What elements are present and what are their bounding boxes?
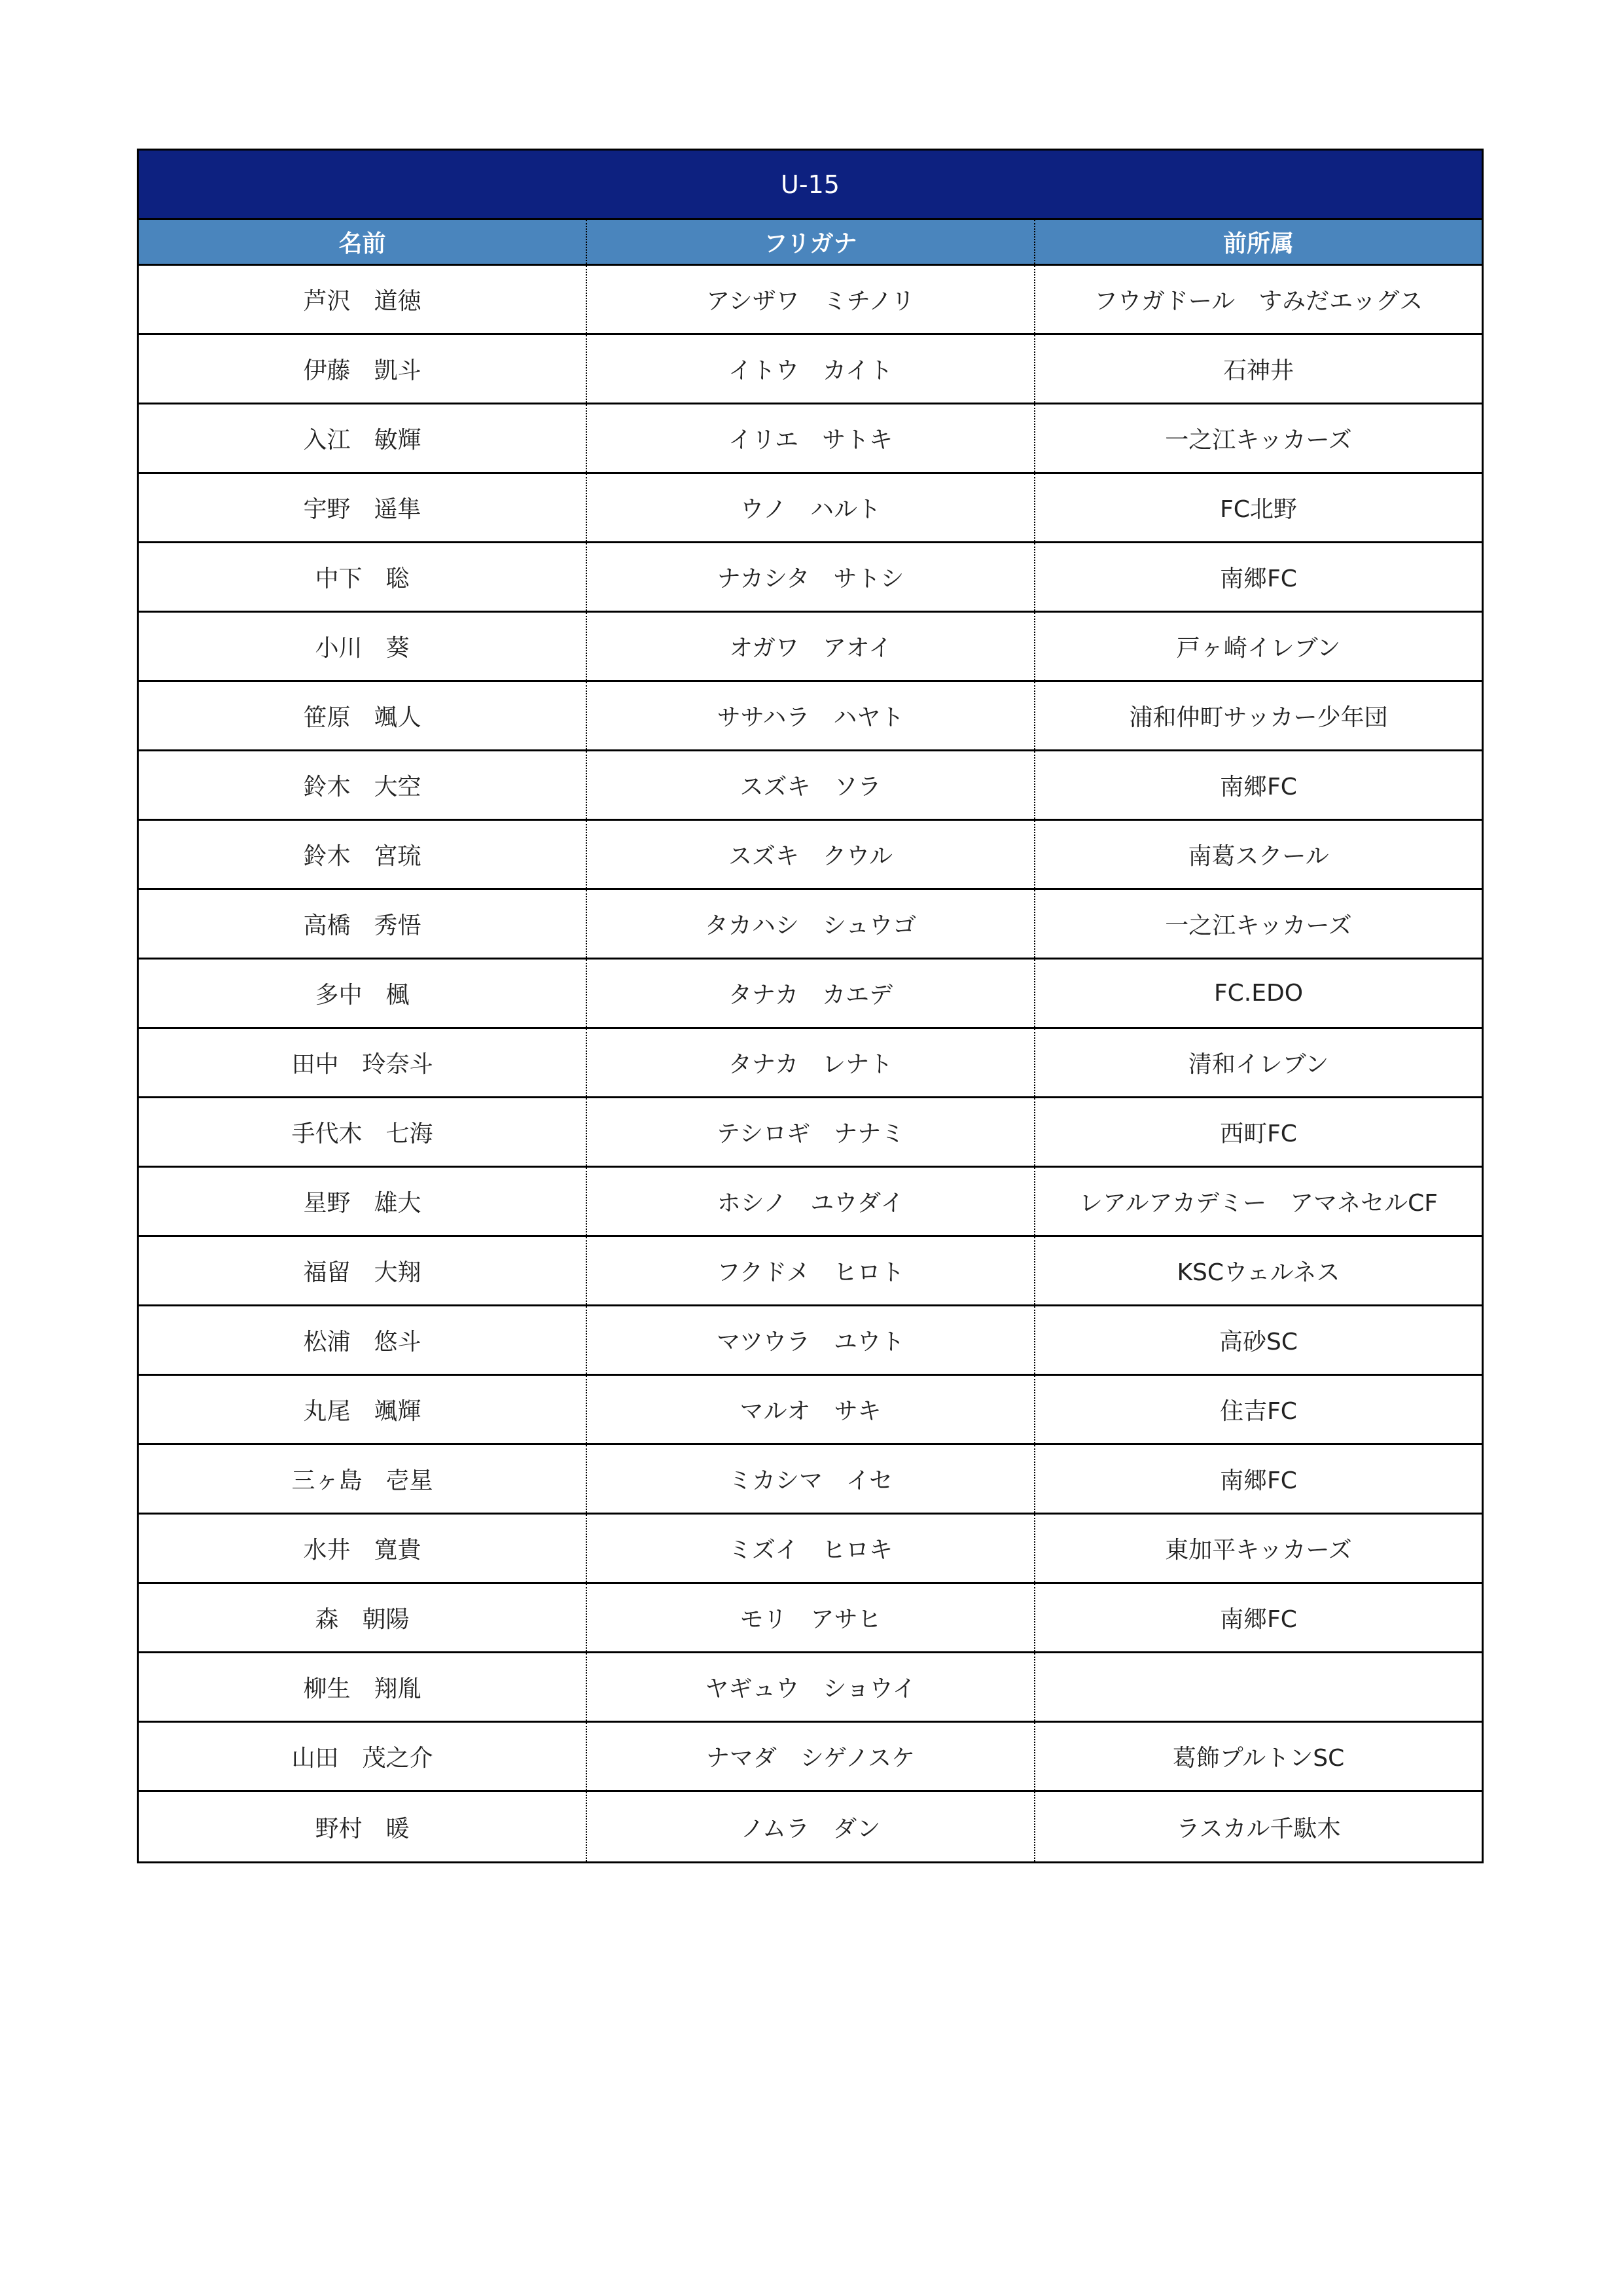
table-row bbox=[139, 1792, 1482, 1861]
player-furigana: ウノ ハルト bbox=[587, 474, 1035, 541]
header-furigana: フリガナ bbox=[587, 220, 1035, 264]
player-name: 鈴木 宮琉 bbox=[139, 821, 587, 888]
player-furigana: ヤギュウ ショウイ bbox=[587, 1653, 1035, 1721]
player-furigana: イリエ サトキ bbox=[587, 404, 1035, 472]
player-furigana: タカハシ シュウゴ bbox=[587, 890, 1035, 958]
player-previous-team: 一之江キッカーズ bbox=[1165, 912, 1352, 939]
player-name: 小川 葵 bbox=[139, 613, 587, 680]
roster-table bbox=[137, 149, 1484, 1863]
player-previous-team: 南郷FC bbox=[1220, 1467, 1297, 1494]
player-name: 丸尾 颯輝 bbox=[139, 1376, 587, 1443]
table-row bbox=[139, 404, 1482, 474]
table-row bbox=[139, 1723, 1482, 1792]
player-name: 笹原 颯人 bbox=[139, 682, 587, 749]
table-row bbox=[139, 1515, 1482, 1584]
table-row bbox=[139, 1653, 1482, 1723]
player-name: 中下 聡 bbox=[139, 543, 587, 611]
player-furigana: ナカシタ サトシ bbox=[587, 543, 1035, 611]
player-previous-team bbox=[1035, 1653, 1482, 1721]
player-previous-team: FC.EDO bbox=[1213, 980, 1304, 1007]
player-name: 伊藤 凱斗 bbox=[139, 335, 587, 403]
player-previous-team: 南郷FC bbox=[1220, 1606, 1297, 1633]
player-name: 宇野 遥隼 bbox=[139, 474, 587, 541]
player-furigana: フクドメ ヒロト bbox=[587, 1237, 1035, 1304]
player-previous-team: 浦和仲町サッカー少年団 bbox=[1129, 704, 1388, 731]
table-row bbox=[139, 751, 1482, 821]
player-previous-team: 東加平キッカーズ bbox=[1165, 1537, 1352, 1564]
player-previous-team: FC北野 bbox=[1220, 496, 1297, 523]
player-previous-team: 高砂SC bbox=[1219, 1329, 1298, 1355]
table-row bbox=[139, 821, 1482, 890]
player-previous-team: KSCウェルネス bbox=[1177, 1259, 1340, 1286]
player-furigana: ミズイ ヒロキ bbox=[587, 1515, 1035, 1582]
table-row bbox=[139, 1584, 1482, 1653]
player-furigana: スズキ クウル bbox=[587, 821, 1035, 888]
table-row bbox=[139, 890, 1482, 960]
player-furigana: オガワ アオイ bbox=[587, 613, 1035, 680]
table-row bbox=[139, 1237, 1482, 1306]
player-name: 手代木 七海 bbox=[139, 1098, 587, 1166]
player-furigana: ササハラ ハヤト bbox=[587, 682, 1035, 749]
header-name: 名前 bbox=[139, 220, 587, 264]
player-previous-team: 住吉FC bbox=[1220, 1398, 1297, 1425]
player-furigana: モリ アサヒ bbox=[587, 1584, 1035, 1651]
player-name: 芦沢 道徳 bbox=[139, 266, 587, 333]
player-previous-team: 南郷FC bbox=[1220, 565, 1297, 592]
player-name: 三ヶ島 壱星 bbox=[139, 1445, 587, 1513]
table-row bbox=[139, 960, 1482, 1029]
player-furigana: イトウ カイト bbox=[587, 335, 1035, 403]
table-row bbox=[139, 335, 1482, 404]
table-row bbox=[139, 266, 1482, 335]
player-furigana: ホシノ ユウダイ bbox=[587, 1168, 1035, 1235]
table-row bbox=[139, 1168, 1482, 1237]
player-name: 高橋 秀悟 bbox=[139, 890, 587, 958]
player-previous-team: フウガドール すみだエッグス bbox=[1094, 288, 1423, 315]
table-row bbox=[139, 1306, 1482, 1376]
player-name: 野村 暖 bbox=[139, 1792, 587, 1861]
player-name: 山田 茂之介 bbox=[139, 1723, 587, 1790]
player-name: 鈴木 大空 bbox=[139, 751, 587, 819]
table-row bbox=[139, 1098, 1482, 1168]
player-name: 福留 大翔 bbox=[139, 1237, 587, 1304]
table-title: U-15 bbox=[139, 151, 1482, 220]
player-previous-team: ラスカル千駄木 bbox=[1176, 1815, 1341, 1842]
player-furigana: アシザワ ミチノリ bbox=[587, 266, 1035, 333]
table-row bbox=[139, 543, 1482, 613]
player-name: 森 朝陽 bbox=[139, 1584, 587, 1651]
table-header bbox=[139, 220, 1482, 266]
player-name: 田中 玲奈斗 bbox=[139, 1029, 587, 1096]
table-row bbox=[139, 474, 1482, 543]
table-row bbox=[139, 613, 1482, 682]
player-furigana: ナマダ シゲノスケ bbox=[587, 1723, 1035, 1790]
player-previous-team: 戸ヶ崎イレブン bbox=[1176, 635, 1341, 662]
player-previous-team: 西町FC bbox=[1220, 1121, 1297, 1147]
player-furigana: タナカ カエデ bbox=[587, 960, 1035, 1027]
header-previous-team: 前所属 bbox=[1222, 230, 1294, 257]
player-furigana: ノムラ ダン bbox=[587, 1792, 1035, 1861]
table-row bbox=[139, 1445, 1482, 1515]
table-row bbox=[139, 1376, 1482, 1445]
player-previous-team: レアルアカデミー アマネセルCF bbox=[1079, 1190, 1438, 1217]
player-previous-team: 葛飾プルトンSC bbox=[1172, 1745, 1345, 1772]
player-previous-team: 清和イレブン bbox=[1188, 1051, 1329, 1078]
player-furigana: マルオ サキ bbox=[587, 1376, 1035, 1443]
player-name: 入江 敏輝 bbox=[139, 404, 587, 472]
player-previous-team: 南郷FC bbox=[1220, 774, 1297, 800]
player-name: 水井 寛貴 bbox=[139, 1515, 587, 1582]
player-furigana: マツウラ ユウト bbox=[587, 1306, 1035, 1374]
player-name: 松浦 悠斗 bbox=[139, 1306, 587, 1374]
table-row bbox=[139, 1029, 1482, 1098]
table-body bbox=[139, 266, 1482, 1861]
player-name: 多中 楓 bbox=[139, 960, 587, 1027]
player-furigana: ミカシマ イセ bbox=[587, 1445, 1035, 1513]
player-name: 星野 雄大 bbox=[139, 1168, 587, 1235]
player-previous-team: 南葛スクール bbox=[1188, 843, 1329, 870]
table-row bbox=[139, 682, 1482, 751]
player-previous-team: 石神井 bbox=[1222, 357, 1294, 384]
player-furigana: タナカ レナト bbox=[587, 1029, 1035, 1096]
player-furigana: テシロギ ナナミ bbox=[587, 1098, 1035, 1166]
player-furigana: スズキ ソラ bbox=[587, 751, 1035, 819]
player-name: 柳生 翔胤 bbox=[139, 1653, 587, 1721]
player-previous-team: 一之江キッカーズ bbox=[1165, 427, 1352, 454]
